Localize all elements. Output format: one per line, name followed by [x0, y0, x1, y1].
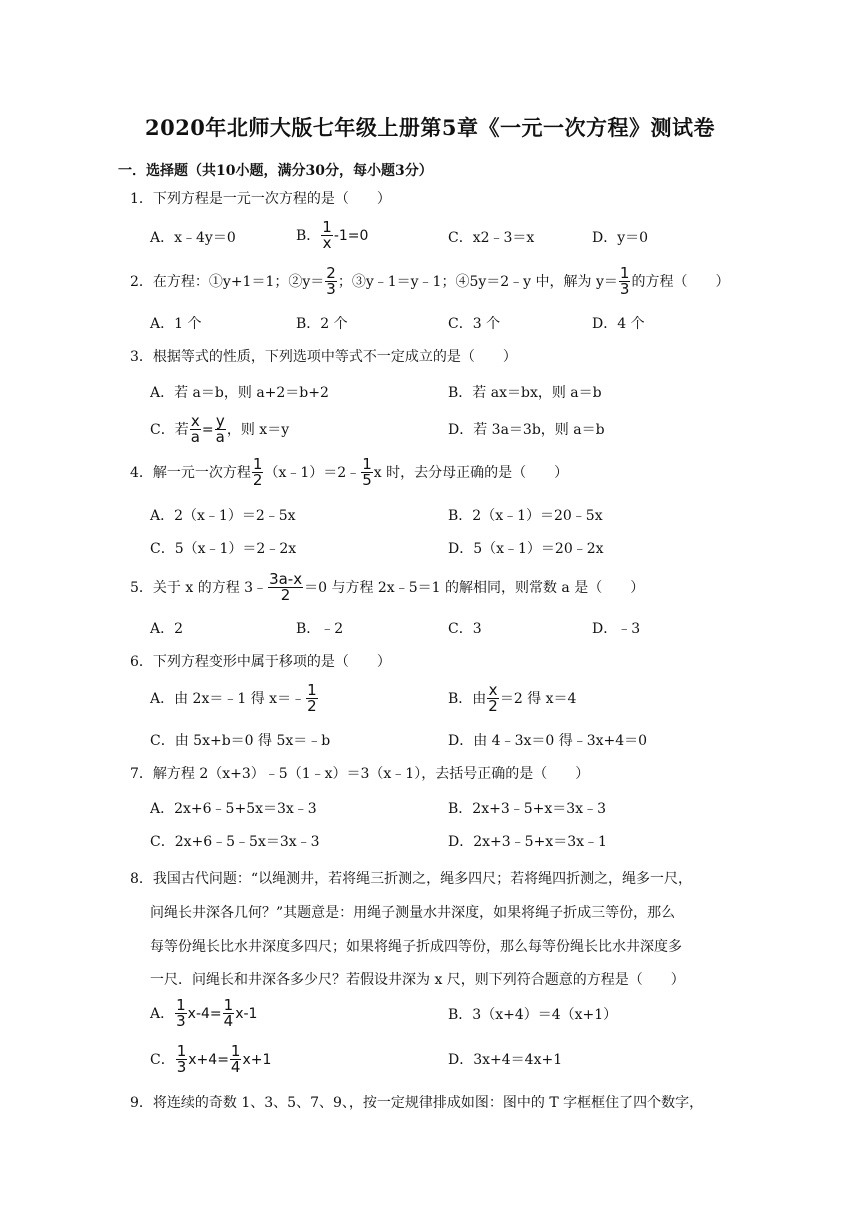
q8-a-fraction-2: $\frac{1}{4}$: [223, 996, 234, 1030]
question-8-line-3: 每等份绳长比水井深度多四尺；如果将绳子折成四等份，那么每等份绳长比水井深度多: [150, 939, 682, 955]
q4-stem-part-a: 4．解一元一次方程: [130, 464, 251, 481]
q8-c-mid: x+4=: [188, 1051, 229, 1068]
q4-stem-part-c: x 时，去分母正确的是（ ）: [373, 464, 569, 481]
q2-fraction-1: $\frac{2}{3}$: [326, 264, 336, 298]
q6-option-d: D．由 4﹣3x＝0 得﹣3x+4＝0: [448, 733, 648, 749]
q5-option-d: D．﹣3: [592, 621, 641, 637]
q8-option-c: [150, 1044, 271, 1075]
q5-option-c: C．3: [448, 621, 482, 637]
question-8-line-2: 问绳长井深各几何？”其题意是：用绳子测量水井深度，如果将绳子折成三等份，那么: [150, 905, 676, 921]
question-9-stem: 9．将连续的奇数 1、3、5、7、9、，按一定规律排成如图：图中的 T 字框框住了四个数字，: [130, 1095, 704, 1111]
q8-a-mid: x-4=: [187, 1005, 222, 1022]
q6-option-a: [150, 683, 319, 714]
q3-fraction-1: $\frac{x}{a}$: [190, 412, 200, 446]
q3-fraction-2: $\frac{y}{a}$: [215, 412, 225, 446]
q4-stem-part-b: （x﹣1）＝2﹣: [264, 464, 361, 481]
q3-option-c-tail: ，则 x＝y: [226, 421, 290, 438]
question-1-stem: 1．下列方程是一元一次方程的是（ ）: [130, 191, 391, 207]
q8-option-b: B．3（x+4）＝4（x+1）: [448, 1007, 618, 1023]
q5-option-a: A．2: [150, 621, 184, 637]
q8-c-fraction-2: $\frac{1}{4}$: [230, 1042, 241, 1076]
q3-option-d: D．若 3a＝3b，则 a＝b: [448, 422, 605, 438]
q6-option-b-tail: ＝2 得 x＝4: [499, 690, 577, 707]
q3-equals: =: [201, 421, 214, 438]
q6-fraction-a: $\frac{1}{2}$: [307, 681, 317, 715]
q7-option-b: B．2x+3﹣5+x＝3x﹣3: [448, 801, 606, 817]
question-4-stem: [130, 457, 568, 488]
q7-option-c: C．2x+6﹣5﹣5x＝3x﹣3: [150, 834, 320, 850]
section-heading: 一．选择题（共10小题，满分30分，每小题3分）: [118, 163, 433, 179]
q6-option-b: [448, 683, 576, 714]
q1-option-a: A．x﹣4y＝0: [150, 230, 236, 246]
q2-stem-part-a: 2．在方程：①y+1＝1；②y＝: [130, 273, 325, 290]
q7-option-d: D．2x+3﹣5+x＝3x﹣1: [448, 834, 607, 850]
q1-option-b-label: B．: [296, 227, 321, 244]
q5-stem-part-a: 5．关于 x 的方程 3﹣: [130, 579, 268, 596]
q4-option-d: D．5（x﹣1）＝20﹣2x: [448, 541, 604, 557]
q6-option-a-text: A．由 2x＝﹣1 得 x＝﹣: [150, 690, 306, 707]
q6-option-c: C．由 5x+b＝0 得 5x＝﹣b: [150, 733, 331, 749]
q2-option-d: D．4 个: [592, 316, 645, 332]
q1-option-b: [296, 220, 368, 251]
question-7-stem: 7．解方程 2（x+3）﹣5（1﹣x）＝3（x﹣1），去括号正确的是（ ）: [130, 766, 590, 782]
q5-option-b: B．﹣2: [296, 621, 344, 637]
q1-option-b-tail: -1=0: [333, 227, 369, 244]
page-title: 2020年北师大版七年级上册第5章《一元一次方程》测试卷: [144, 115, 716, 140]
q8-option-a: [150, 998, 257, 1029]
question-3-stem: 3．根据等式的性质，下列选项中等式不一定成立的是（ ）: [130, 349, 517, 365]
q1-option-d: D．y＝0: [592, 230, 649, 246]
q8-a-fraction-1: $\frac{1}{3}$: [176, 996, 186, 1030]
question-6-stem: 6．下列方程变形中属于移项的是（ ）: [130, 654, 391, 670]
q1-fraction: $\frac{1}{x}$: [322, 218, 332, 252]
q2-fraction-2: $\frac{1}{3}$: [619, 264, 630, 298]
question-8-line-1: 8．我国古代问题：“以绳测井，若将绳三折测之，绳多四尺；若将绳四折测之，绳多一尺，: [130, 871, 693, 887]
q2-option-b: B．2 个: [296, 316, 348, 332]
q6-option-b-text: B．由: [448, 690, 487, 707]
q8-c-fraction-1: $\frac{1}{3}$: [176, 1042, 187, 1076]
q2-option-a: A．1 个: [150, 316, 202, 332]
question-5-stem: [130, 572, 644, 603]
q5-fraction: $\frac{3a-x}{2}$: [269, 570, 303, 604]
q4-fraction-1: $\frac{1}{2}$: [252, 455, 263, 489]
question-2-stem: [130, 266, 729, 297]
q3-option-a: A．若 a＝b，则 a+2＝b+2: [150, 385, 329, 401]
q8-option-d: D．3x+4＝4x+1: [448, 1052, 563, 1068]
q4-fraction-2: $\frac{1}{5}$: [362, 455, 372, 489]
q2-option-c: C．3 个: [448, 316, 501, 332]
q6-fraction-b: $\frac{x}{2}$: [488, 681, 498, 715]
q4-option-a: A．2（x﹣1）＝2﹣5x: [150, 508, 296, 524]
q2-stem-part-c: 的方程（ ）: [631, 273, 730, 290]
q4-option-b: B．2（x﹣1）＝20﹣5x: [448, 508, 603, 524]
q8-option-a-label: A．: [150, 1005, 175, 1022]
q4-option-c: C．5（x﹣1）＝2﹣2x: [150, 541, 297, 557]
q3-option-c: [150, 414, 289, 445]
q8-c-tail: x+1: [242, 1051, 272, 1068]
q1-option-c: C．x2﹣3＝x: [448, 230, 535, 246]
q8-a-tail: x-1: [235, 1005, 258, 1022]
q3-option-b: B．若 ax＝bx，则 a＝b: [448, 385, 602, 401]
q3-option-c-label: C．若: [150, 421, 189, 438]
question-8-line-4: 一尺．问绳长和井深各多少尺？若假设井深为 x 尺，则下列符合题意的方程是（ ）: [150, 972, 685, 988]
q5-stem-part-b: ＝0 与方程 2x﹣5＝1 的解相同，则常数 a 是（ ）: [304, 579, 645, 596]
q2-stem-part-b: ；③y﹣1＝y﹣1；④5y＝2﹣y 中，解为 y＝: [337, 273, 618, 290]
q8-option-c-label: C．: [150, 1051, 175, 1068]
q7-option-a: A．2x+6﹣5+5x＝3x﹣3: [150, 801, 317, 817]
